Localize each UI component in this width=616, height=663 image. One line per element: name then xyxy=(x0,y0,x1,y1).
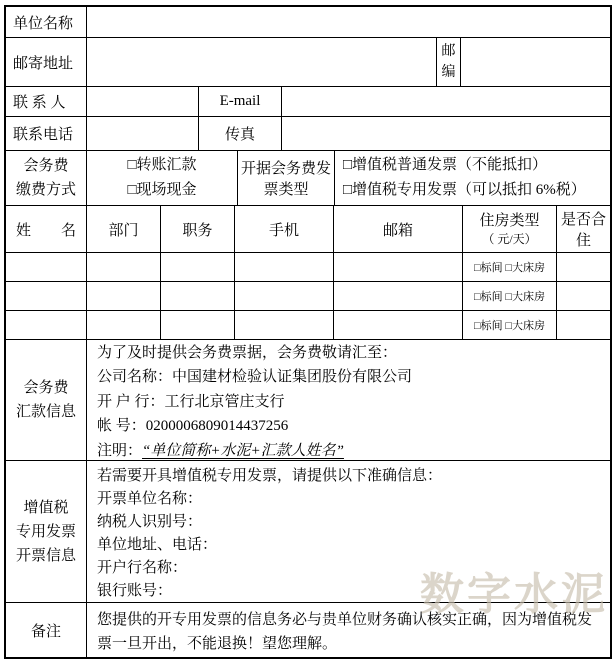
unit-name-label: 单位名称 xyxy=(13,15,74,32)
vat-intro: 若需要开具增值税专用发票，请提供以下准确信息： xyxy=(97,467,443,484)
header-mobile: 手机 xyxy=(234,206,333,252)
row-phone xyxy=(6,116,610,150)
row-remittance-info xyxy=(6,339,610,460)
fax-input[interactable] xyxy=(281,117,610,150)
email-input[interactable] xyxy=(281,87,610,116)
attendee-name-input[interactable] xyxy=(6,311,86,339)
payment-method-options xyxy=(86,151,237,205)
header-share-room: 是否合住 xyxy=(556,206,610,252)
attendee-department-input[interactable] xyxy=(86,311,160,339)
attendee-share-input[interactable] xyxy=(556,311,610,339)
vat-address-phone-field[interactable]: 单位地址、电话： xyxy=(97,536,218,553)
attendee-mobile-input[interactable] xyxy=(234,282,333,310)
attendee-email-input[interactable] xyxy=(333,253,462,281)
remittance-label: 会务费 汇款信息 xyxy=(15,380,76,420)
mail-address-label: 邮寄地址 xyxy=(13,55,74,72)
unit-name-input[interactable] xyxy=(86,7,610,37)
row-vat-invoice-info xyxy=(6,460,610,602)
header-email: 邮箱 xyxy=(333,206,462,252)
payment-method-label: 会务费 缴费方式 xyxy=(15,158,76,198)
attendee-department-input[interactable] xyxy=(86,282,160,310)
remittance-details xyxy=(86,340,610,460)
contact-label: 联 系 人 xyxy=(13,95,66,111)
attendee-share-input[interactable] xyxy=(556,282,610,310)
vat-invoice-details xyxy=(86,461,610,602)
checkbox-vat-ordinary-invoice[interactable]: □增值税普通发票（不能抵扣） xyxy=(343,157,548,173)
phone-input[interactable] xyxy=(86,117,198,150)
attendee-email-input[interactable] xyxy=(333,282,462,310)
registration-form-table xyxy=(4,5,612,659)
attendee-department-input[interactable] xyxy=(86,253,160,281)
remark-label: 备注 xyxy=(30,623,61,640)
attendee-room-type-checkboxes[interactable]: □标间 □大床房 xyxy=(462,311,556,339)
vat-bank-name-field[interactable]: 开户行名称： xyxy=(97,559,188,576)
checkbox-vat-special-invoice[interactable]: □增值税专用发票（可以抵扣 6%税） xyxy=(343,182,586,198)
attendee-mobile-input[interactable] xyxy=(234,253,333,281)
attendee-email-input[interactable] xyxy=(333,311,462,339)
attendee-mobile-input[interactable] xyxy=(234,311,333,339)
row-unit-name xyxy=(6,7,610,37)
fax-label: 传真 xyxy=(198,117,281,150)
remittance-intro: 为了及时提供会务费票据，会务费敬请汇至： xyxy=(97,344,398,361)
invoice-type-options xyxy=(334,151,610,205)
attendee-room-type-checkboxes[interactable]: □标间 □大床房 xyxy=(462,253,556,281)
remittance-note-format: “单位简称+水泥+汇款人姓名” xyxy=(142,442,344,459)
row-remark xyxy=(6,602,610,657)
remittance-bank: 开 户 行：工行北京管庄支行 xyxy=(97,393,285,410)
checkbox-bank-transfer[interactable]: □转账汇款 xyxy=(127,157,197,173)
remittance-account: 帐 号：0200006809014437256 xyxy=(97,418,289,435)
phone-label: 联系电话 xyxy=(13,127,74,143)
attendee-header-row xyxy=(6,205,610,252)
header-name: 姓 名 xyxy=(15,222,76,239)
invoice-type-label: 开据会务费发票类型 xyxy=(237,151,334,205)
row-mail-address xyxy=(6,37,610,86)
vat-company-name-field[interactable]: 开票单位名称： xyxy=(97,490,203,507)
attendee-position-input[interactable] xyxy=(160,311,234,339)
mail-address-input[interactable] xyxy=(86,38,436,86)
header-department: 部门 xyxy=(86,206,160,252)
row-contact xyxy=(6,86,610,116)
email-label: E-mail xyxy=(198,87,281,116)
postcode-label: 邮 编 xyxy=(436,38,460,86)
row-payment-method xyxy=(6,150,610,205)
vat-invoice-label: 增值税 专用发票 开票信息 xyxy=(15,499,76,564)
checkbox-onsite-cash[interactable]: □现场现金 xyxy=(127,182,197,198)
remittance-company: 公司名称：中国建材检验认证集团股份有限公司 xyxy=(97,369,413,386)
watermark-text: 数字水泥 xyxy=(420,570,608,619)
attendee-row xyxy=(6,252,610,281)
vat-taxpayer-id-field[interactable]: 纳税人识别号： xyxy=(97,513,203,530)
attendee-name-input[interactable] xyxy=(6,253,86,281)
postcode-input[interactable] xyxy=(460,38,610,86)
attendee-position-input[interactable] xyxy=(160,253,234,281)
contact-input[interactable] xyxy=(86,87,198,116)
remittance-note: 注明：“单位简称+水泥+汇款人姓名” xyxy=(97,442,344,459)
attendee-name-input[interactable] xyxy=(6,282,86,310)
header-position: 职务 xyxy=(160,206,234,252)
attendee-row xyxy=(6,281,610,310)
attendee-row xyxy=(6,310,610,339)
vat-bank-account-field[interactable]: 银行账号： xyxy=(97,582,173,599)
attendee-share-input[interactable] xyxy=(556,253,610,281)
attendee-position-input[interactable] xyxy=(160,282,234,310)
header-room-type: 住房类型 （ 元/天） xyxy=(462,206,556,252)
remark-content: 您提供的开专用发票的信息务必与贵单位财务确认核实正确，因为增值税发票一旦开出，不能退换！望您理解。 xyxy=(86,603,610,657)
attendee-room-type-checkboxes[interactable]: □标间 □大床房 xyxy=(462,282,556,310)
